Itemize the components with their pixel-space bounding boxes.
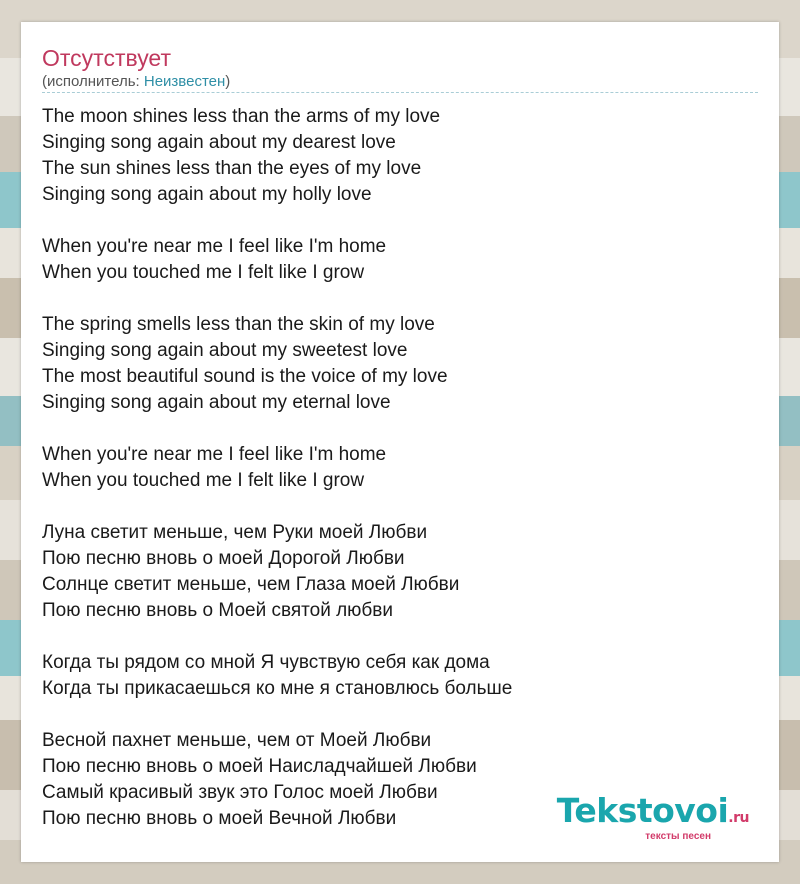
lyric-line: When you're near me I feel like I'm home (42, 444, 387, 465)
site-logo[interactable] (556, 791, 749, 842)
lyric-line: Singing song again about my sweetest love (42, 340, 408, 361)
song-title: Отсутствует (42, 45, 171, 71)
lyric-line: Весной пахнет меньше, чем от Моей Любви (42, 730, 432, 751)
lyrics-stanza (42, 104, 758, 208)
lyric-line: The most beautiful sound is the voice of my love (42, 366, 448, 387)
lyric-line: Когда ты прикасаешься ко мне я становлюсь больше (42, 678, 513, 699)
logo-tld: .ru (728, 810, 749, 826)
title-divider (42, 92, 758, 93)
lyric-line: Пою песню вновь о моей Вечной Любви (42, 808, 397, 829)
lyric-line: Пою песню вновь о Моей святой любви (42, 600, 394, 621)
lyric-line: The spring smells less than the skin of my love (42, 314, 435, 335)
lyric-line: Самый красивый звук это Голос моей Любви (42, 782, 438, 803)
artist-suffix: ) (225, 73, 231, 90)
lyrics-stanza (42, 442, 758, 494)
lyric-line: When you touched me I felt like I grow (42, 262, 365, 283)
lyric-line: Пою песню вновь о моей Дорогой Любви (42, 548, 405, 569)
lyrics-stanza (42, 312, 758, 416)
lyric-line: Когда ты рядом со мной Я чувствую себя как дома (42, 652, 490, 673)
lyric-line: Singing song again about my dearest love (42, 132, 396, 153)
lyrics-stanza (42, 650, 758, 702)
lyrics-card (21, 22, 779, 862)
artist-link[interactable]: Неизвестен (143, 73, 226, 90)
lyric-line: Singing song again about my eternal love (42, 392, 391, 413)
lyric-line: Singing song again about my holly love (42, 184, 372, 205)
logo-tagline: тексты песен (645, 831, 711, 842)
artist-prefix: (исполнитель: (42, 73, 144, 90)
lyric-line: The moon shines less than the arms of my love (42, 106, 441, 127)
logo-wordmark (556, 791, 749, 835)
lyrics-stanza (42, 234, 758, 286)
lyric-line: When you're near me I feel like I'm home (42, 236, 387, 257)
logo-name: Tekstovoi (556, 791, 729, 830)
lyric-line: Луна светит меньше, чем Руки моей Любви (42, 522, 428, 543)
lyric-line: Пою песню вновь о моей Наисладчайшей Любви (42, 756, 477, 777)
lyric-line: When you touched me I felt like I grow (42, 470, 365, 491)
lyrics-body (42, 104, 758, 858)
artist-line (42, 72, 230, 92)
lyrics-stanza (42, 520, 758, 624)
lyric-line: Солнце светит меньше, чем Глаза моей Любви (42, 574, 460, 595)
lyric-line: The sun shines less than the eyes of my love (42, 158, 422, 179)
